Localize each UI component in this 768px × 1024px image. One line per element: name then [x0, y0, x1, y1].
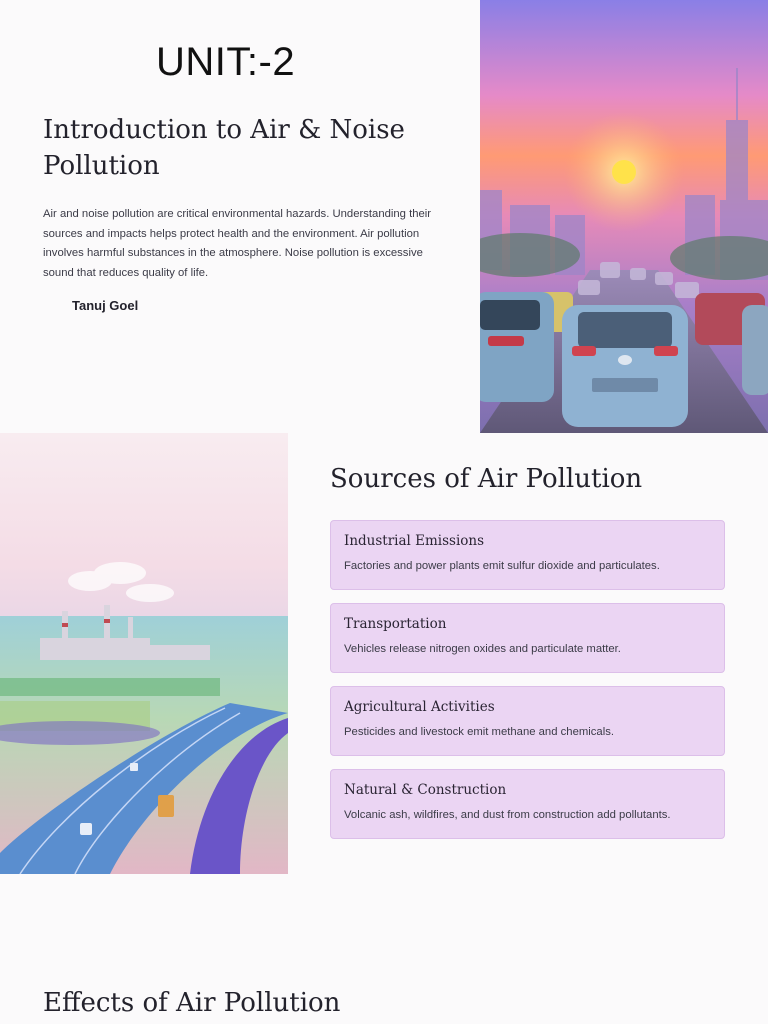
source-text: Pesticides and livestock emit methane and chemicals. — [344, 726, 614, 738]
intro-paragraph: Air and noise pollution are critical environmental hazards. Understanding their sources and impacts helps protect health and the environment. Air pollution involves harmful substances in the atmosphere. Noise pollution is excessive sound that reduces quality of life. — [43, 208, 432, 279]
source-text: Volcanic ash, wildfires, and dust from construction add pollutants. — [344, 809, 671, 821]
source-card-industrial — [330, 520, 725, 590]
source-heading: Agricultural Activities — [344, 699, 495, 715]
sources-list — [330, 520, 725, 852]
source-card-transportation — [330, 603, 725, 673]
source-text: Vehicles release nitrogen oxides and particulate matter. — [344, 643, 621, 655]
source-card-natural — [330, 769, 725, 839]
effects-title: Effects of Air Pollution — [43, 988, 341, 1018]
source-text: Factories and power plants emit sulfur dioxide and particulates. — [344, 560, 660, 572]
unit-label: UNIT:-2 — [156, 40, 296, 84]
traffic-sunset-image — [480, 0, 768, 433]
author-name: Tanuj Goel — [72, 298, 139, 313]
source-card-agricultural — [330, 686, 725, 756]
source-heading: Industrial Emissions — [344, 533, 485, 549]
source-heading: Natural & Construction — [344, 782, 507, 798]
sources-title: Sources of Air Pollution — [330, 464, 643, 494]
intro-title: Introduction to Air & Noise Pollution — [43, 115, 405, 181]
industrial-highway-image — [0, 433, 288, 874]
source-heading: Transportation — [344, 616, 447, 632]
